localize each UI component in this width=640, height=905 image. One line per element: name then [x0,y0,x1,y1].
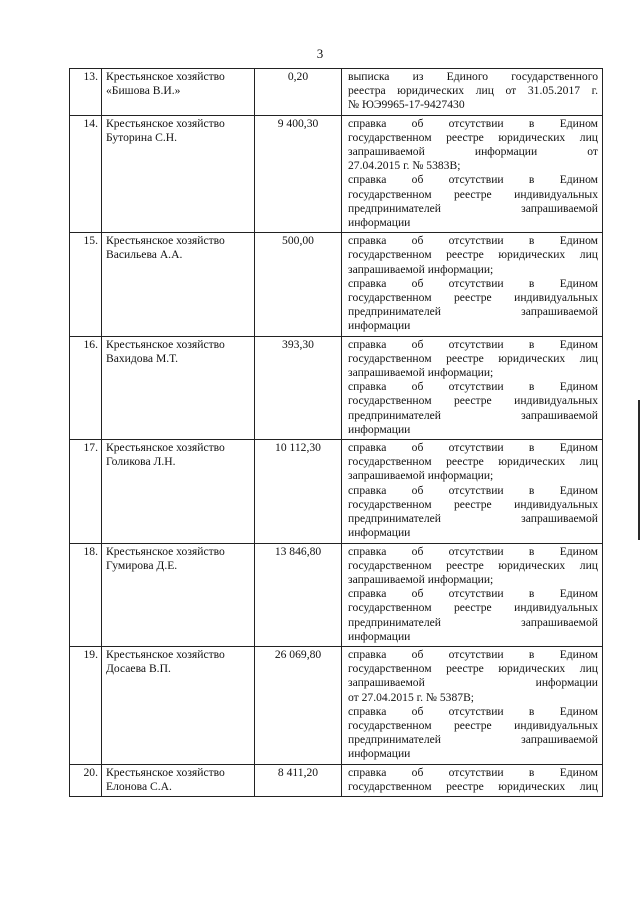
table-row [70,440,603,543]
document-line: справка об отсутствии в Едином [348,380,598,394]
document-line: государственном реестре индивидуальных [348,497,598,511]
document-line: запрашиваемой информации; [348,366,494,380]
document-line: предпринимателей запрашиваемой [348,305,598,319]
document-line: предпринимателей запрашиваемой [348,512,598,526]
entity-name-line: Крестьянское хозяйство [106,337,225,351]
document-line: справка об отсутствии в Едином [348,441,598,455]
document-line: информации [348,747,411,761]
entity-name [102,115,255,233]
row-number: 16. [70,336,102,439]
document-line: информации [348,319,411,333]
document-line: справка об отсутствии в Едином [348,704,598,718]
document-description [342,233,603,336]
entity-name [102,233,255,336]
document-line: государственном реестре юридических лиц [348,455,598,469]
document-line: государственном реестре индивидуальных [348,291,598,305]
document-line: справка об отсутствии в Едином [348,276,598,290]
row-number: 15. [70,233,102,336]
table-row [70,233,603,336]
table-row [70,69,603,116]
document-line: государственном реестре индивидуальных [348,187,598,201]
document-description [342,115,603,233]
document-line: 27.04.2015 г. № 5383В; [348,159,461,173]
entity-name-line: Голикова Л.Н. [106,455,176,469]
document-line: справка об отсутствии в Едином [348,337,598,351]
document-line: государственном реестре юридических лиц [348,248,598,262]
document-line: справка об отсутствии в Едином [348,587,598,601]
document-line: запрашиваемой информации [348,676,598,690]
row-number: 17. [70,440,102,543]
document-line: государственном реестре юридических лиц [348,130,598,144]
document-line: предпринимателей запрашиваемой [348,615,598,629]
amount-value: 9 400,30 [255,115,342,233]
document-line: информации [348,422,411,436]
document-description [342,69,603,116]
document-description [342,543,603,646]
entity-name-line: Крестьянское хозяйство [106,647,225,661]
row-number: 19. [70,646,102,764]
document-description [342,646,603,764]
entity-name [102,646,255,764]
document-description [342,336,603,439]
amount-value: 0,20 [255,69,342,116]
entity-name-line: Крестьянское хозяйство [106,116,225,130]
table-row [70,764,603,796]
document-line: информации [348,526,411,540]
document-line: предпринимателей запрашиваемой [348,201,598,215]
document-line: государственном реестре юридических лиц [348,779,598,793]
document-description [342,764,603,796]
table-row [70,646,603,764]
entity-name-line: Крестьянское хозяйство [106,234,225,248]
entity-name [102,440,255,543]
table-body [70,69,603,797]
amount-value: 10 112,30 [255,440,342,543]
document-line: реестра юридических лиц от 31.05.2017 г. [348,84,598,98]
document-line: запрашиваемой информации; [348,572,494,586]
entity-name [102,764,255,796]
document-line: государственном реестре индивидуальных [348,394,598,408]
row-number: 18. [70,543,102,646]
document-line: справка об отсутствии в Едином [348,116,598,130]
document-line: справка об отсутствии в Едином [348,647,598,661]
amount-value: 8 411,20 [255,764,342,796]
entity-name-line: Досаева В.П. [106,662,171,676]
entity-name-line: Буторина С.Н. [106,130,178,144]
table-row [70,543,603,646]
entity-name-line: Васильева А.А. [106,248,183,262]
row-number: 20. [70,764,102,796]
entity-name-line: Гумирова Д.Е. [106,558,178,572]
document-line: информации [348,629,411,643]
document-line: справка об отсутствии в Едином [348,483,598,497]
amount-value: 500,00 [255,233,342,336]
document-line: государственном реестре индивидуальных [348,601,598,615]
entity-name-line: Крестьянское хозяйство [106,544,225,558]
amount-value: 13 846,80 [255,543,342,646]
document-line: выписка из Единого государственного [348,70,598,83]
document-line: запрашиваемой информации; [348,262,494,276]
entity-name [102,69,255,116]
amount-value: 393,30 [255,336,342,439]
document-line: информации [348,216,411,230]
entity-name-line: Крестьянское хозяйство [106,70,225,83]
document-line: запрашиваемой информации от [348,145,598,159]
entities-table [69,68,603,797]
entity-name-line: Вахидова М.Т. [106,351,178,365]
document-line: справка об отсутствии в Едином [348,173,598,187]
amount-value: 26 069,80 [255,646,342,764]
row-number: 13. [70,69,102,116]
entity-name-line: «Бишова В.И.» [106,84,181,98]
document-line: справка об отсутствии в Едином [348,765,598,779]
document-line: запрашиваемой информации; [348,469,494,483]
document-line: от 27.04.2015 г. № 5387В; [348,690,475,704]
document-line: № ЮЭ9965-17-9427430 [348,98,465,112]
document-line: справка об отсутствии в Едином [348,234,598,248]
entity-name-line: Елонова С.А. [106,779,172,793]
document-line: государственном реестре юридических лиц [348,662,598,676]
document-line: предпринимателей запрашиваемой [348,733,598,747]
table-row [70,115,603,233]
entity-name-line: Крестьянское хозяйство [106,765,225,779]
entity-name [102,336,255,439]
entity-name [102,543,255,646]
document-line: справка об отсутствии в Едином [348,544,598,558]
table-row [70,336,603,439]
row-number: 14. [70,115,102,233]
page-number: 3 [316,46,324,61]
document-line: государственном реестре юридических лиц [348,351,598,365]
entity-name-line: Крестьянское хозяйство [106,441,225,455]
document-description [342,440,603,543]
document-line: предпринимателей запрашиваемой [348,408,598,422]
document-line: государственном реестре индивидуальных [348,718,598,732]
document-line: государственном реестре юридических лиц [348,558,598,572]
